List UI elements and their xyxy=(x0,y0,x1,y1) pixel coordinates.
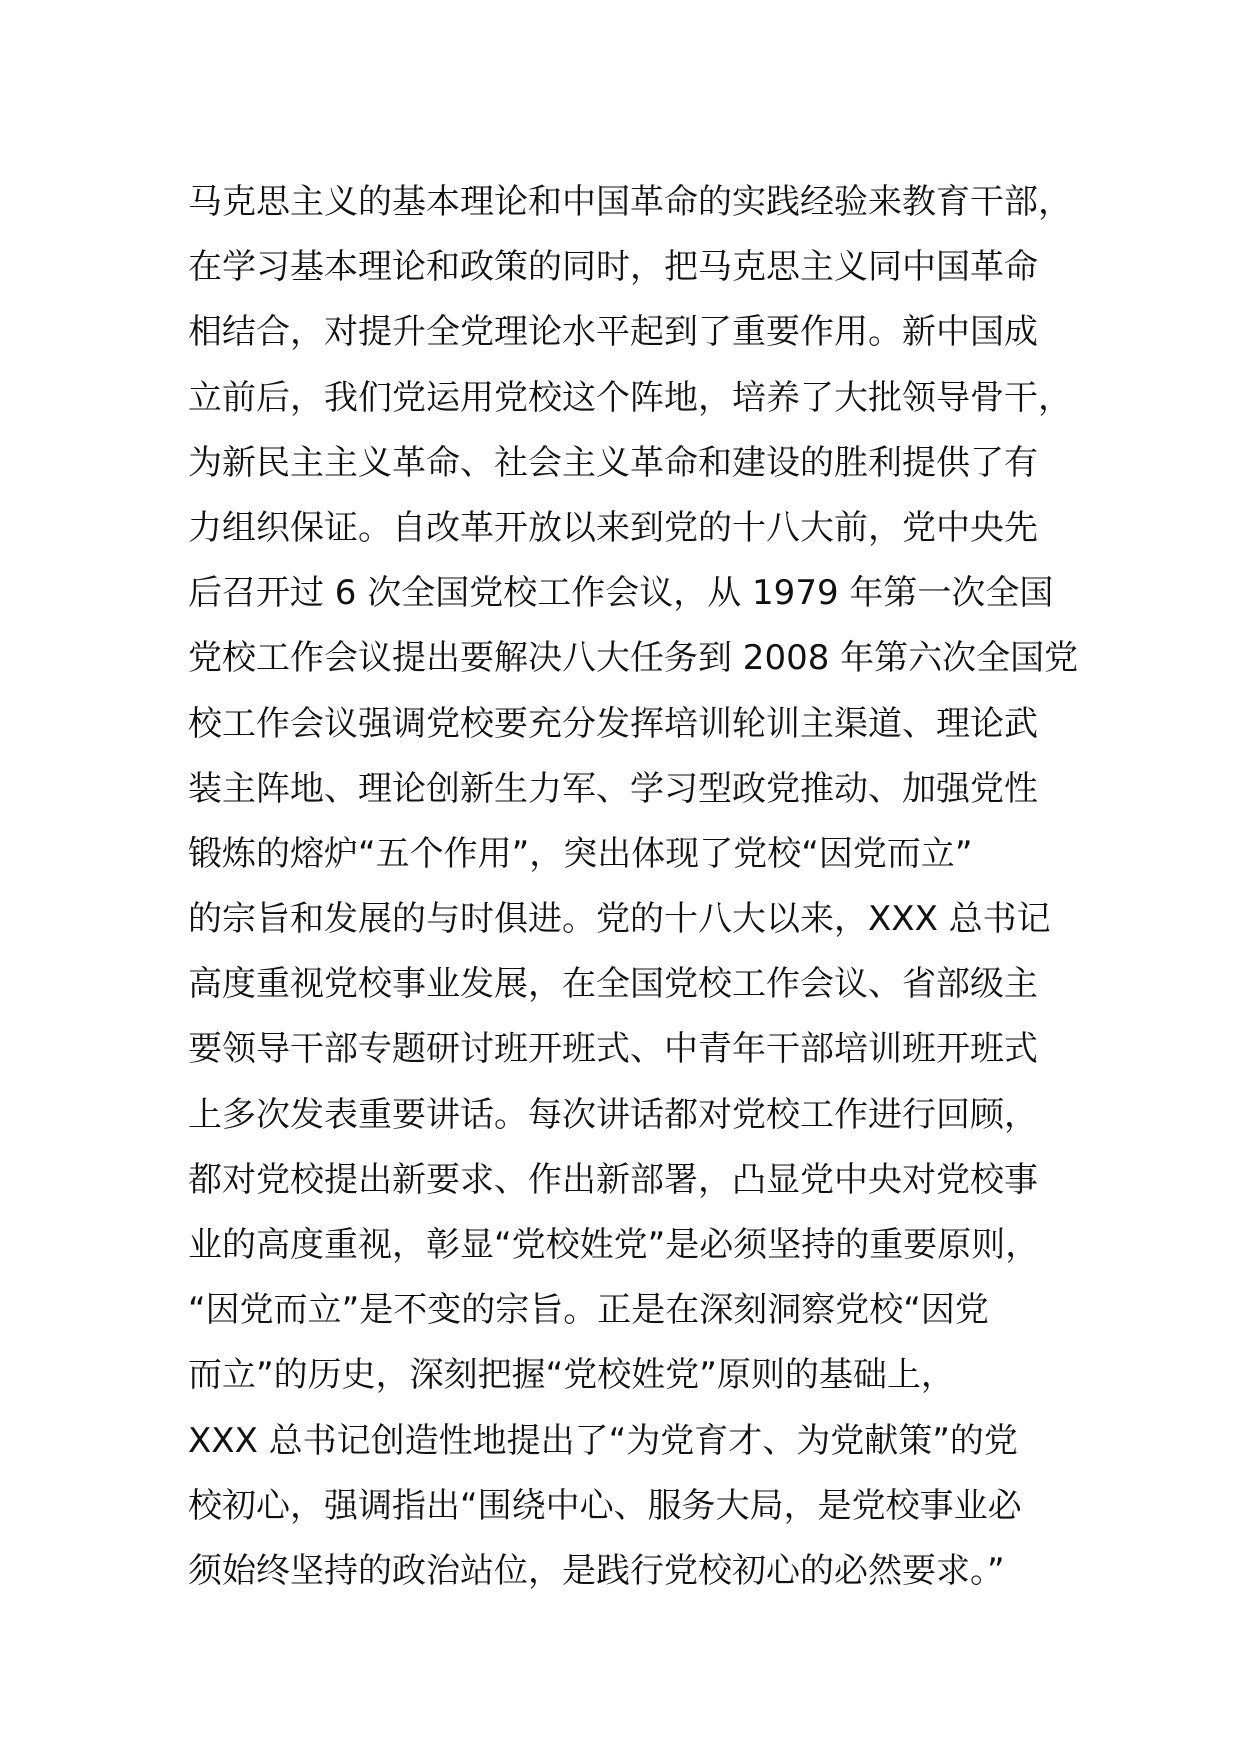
text-line: 须始终坚持的政治站位，是践行党校初心的必然要求。” xyxy=(188,1550,1005,1591)
text-line: 立前后，我们党运用党校这个阵地，培养了大批领导骨干， xyxy=(188,377,1072,418)
text-line: 后召开过 6 次全国党校工作会议，从 1979 年第一次全国 xyxy=(188,573,1054,614)
text-line: 为新民主主义革命、社会主义革命和建设的胜利提供了有 xyxy=(188,442,1038,483)
text-line: 的宗旨和发展的与时俱进。党的十八大以来，XXX 总书记 xyxy=(188,899,1051,940)
text-line: 高度重视党校事业发展，在全国党校工作会议、省部级主 xyxy=(188,964,1038,1005)
text-line: 而立”的历史，深刻把握“党校姓党”原则的基础上， xyxy=(188,1355,955,1396)
text-line: 业的高度重视，彰显“党校姓党”是必须坚持的重要原则， xyxy=(188,1225,1040,1265)
text-line: 装主阵地、理论创新生力军、学习型政党推动、加强党性 xyxy=(188,768,1038,809)
text-line: 在学习基本理论和政策的同时，把马克思主义同中国革命 xyxy=(188,247,1038,288)
text-line: 党校工作会议提出要解决八大任务到 2008 年第六次全国党 xyxy=(188,638,1079,679)
text-line: 力组织保证。自改革开放以来到党的十八大前，党中央先 xyxy=(188,507,1038,548)
text-line: 锻炼的熔炉“五个作用”，突出体现了党校“因党而立” xyxy=(188,833,973,874)
text-line: 马克思主义的基本理论和中国革命的实践经验来教育干部， xyxy=(188,182,1072,222)
text-line: 校初心，强调指出“围绕中心、服务大局，是党校事业必 xyxy=(188,1485,1022,1526)
text-line: 都对党校提出新要求、作出新部署，凸显党中央对党校事 xyxy=(188,1159,1038,1200)
body-paragraph xyxy=(188,170,1088,1604)
text-line: 要领导干部专题研讨班开班式、中青年干部培训班开班式 xyxy=(188,1029,1038,1070)
text-line: 校工作会议强调党校要充分发挥培训轮训主渠道、理论武 xyxy=(188,703,1038,744)
text-line: 相结合，对提升全党理论水平起到了重要作用。新中国成 xyxy=(188,312,1038,353)
text-line: “因党而立”是不变的宗旨。正是在深刻洞察党校“因党 xyxy=(188,1290,989,1331)
text-line: 上多次发表重要讲话。每次讲话都对党校工作进行回顾， xyxy=(188,1094,1038,1135)
text-line: XXX 总书记创造性地提出了“为党育才、为党献策”的党 xyxy=(188,1420,1018,1461)
